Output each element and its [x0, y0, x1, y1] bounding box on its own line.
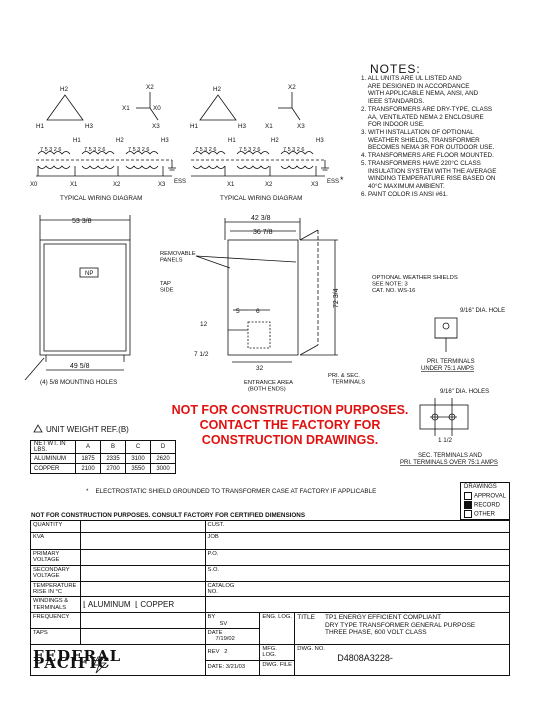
field-primary-value[interactable] — [80, 550, 205, 566]
field-primary-label: PRIMARY VOLTAGE — [31, 550, 81, 566]
weight-title: UNIT WEIGHT REF.(B) — [46, 425, 129, 434]
label-x1-coil-right: X1 — [227, 182, 235, 188]
drawings-record[interactable] — [464, 501, 509, 510]
field-taps-label: TAPS — [31, 629, 81, 645]
field-temp-label: TEMPERATURE RISE IN °C — [31, 581, 81, 597]
dim-side-6: 6 — [256, 308, 260, 315]
label-x3-coil: X3 — [158, 182, 166, 188]
label-h1-coil: H1 — [73, 138, 81, 144]
weight-row — [31, 454, 176, 464]
title-value: TP1 ENERGY EFFICIENT COMPLIANT DRY TYPE TRANSFORMER GENERAL PURPOSE THREE PHASE, 600 VOLT CLASS — [324, 614, 476, 637]
rev-label: REV — [207, 649, 220, 656]
sec-terminals-label: SEC. TERMINALS AND — [418, 453, 482, 459]
asterisk-right: * — [340, 175, 344, 185]
label-h1-left: H1 — [36, 123, 45, 130]
field-windings-blank — [205, 597, 509, 613]
label-x0-coil: X0 — [30, 182, 38, 188]
weight-header-cell: A — [76, 441, 101, 454]
dim-side-width-inner: 36 7/8 — [253, 229, 273, 236]
label-x3-coil-right: X3 — [311, 182, 319, 188]
field-title — [295, 613, 510, 645]
field-so[interactable]: S.O. — [205, 565, 509, 581]
field-catalog[interactable]: CATALOG NO. — [205, 581, 509, 597]
label-h2-right: H2 — [213, 86, 222, 93]
date-label: DATE — [207, 630, 223, 637]
label-x2-left: X2 — [146, 84, 154, 91]
weight-header-cell: D — [151, 441, 176, 454]
tap-numbers-6: 7 5 3 2 6 — [283, 147, 305, 153]
label-x1-coil: X1 — [70, 182, 78, 188]
label-h1-coil-right: H1 — [228, 138, 236, 144]
weight-header-cell: C — [126, 441, 151, 454]
field-frequency-label: FREQUENCY — [31, 613, 81, 629]
field-dwg-file[interactable]: DWG. FILE — [260, 660, 295, 675]
drawings-title: DRAWINGS — [464, 484, 497, 490]
dim-side-5: 5 — [236, 308, 240, 315]
weight-cell: COPPER — [31, 464, 76, 474]
weather-shields-label: OPTIONAL WEATHER SHIELDS SEE NOTE: 3 CAT. NO. WS-16 — [372, 275, 458, 294]
checkbox-other[interactable] — [464, 510, 472, 518]
weight-cell: 2620 — [151, 454, 176, 464]
weight-cell: 3550 — [126, 464, 151, 474]
dim-side-7: 7 1/2 — [194, 351, 209, 358]
dim-front-width: 53 3/8 — [72, 218, 92, 225]
dim-side-12: 12 — [200, 321, 208, 328]
weight-header-row — [31, 441, 176, 454]
label-x1-left: X1 — [122, 105, 130, 112]
under-amps-label: UNDER 75:1 AMPS — [421, 366, 475, 372]
dim-side-32: 32 — [256, 365, 264, 372]
entrance-area-label: ENTRANCE AREA (BOTH ENDS) — [244, 380, 293, 393]
hole-label-1: 9/16" DIA. HOLE — [460, 308, 506, 314]
delta-symbol-right — [200, 95, 236, 120]
tap-numbers-2: 7 5 3 2 6 — [84, 147, 106, 153]
removable-panels-label: REMOVABLE PANELS — [160, 251, 196, 264]
field-date[interactable] — [205, 629, 260, 645]
field-eng-log[interactable]: ENG. LOG. — [260, 613, 295, 645]
shield-note: * ELECTROSTATIC SHIELD GROUNDED TO TRANSFORMER CASE AT FACTORY IF APPLICABLE — [86, 488, 377, 495]
label-ess-left: ESS — [174, 179, 187, 185]
coils-right — [191, 152, 329, 177]
weight-cell: 2700 — [101, 464, 126, 474]
front-view — [25, 215, 130, 380]
field-windings-label: WINDINGS & TERMINALS — [31, 597, 81, 613]
field-quantity-label: QUANTITY — [31, 521, 81, 533]
field-taps-value[interactable] — [80, 629, 205, 645]
rev-value: 2 — [224, 649, 228, 656]
option-aluminum[interactable]: ALUMINUM — [87, 599, 131, 609]
warning-line-2: CONTACT THE FACTORY FOR — [199, 418, 381, 432]
drawings-other[interactable] — [464, 510, 509, 519]
weight-table — [30, 440, 176, 474]
label-x2-right: X2 — [288, 84, 296, 91]
field-windings-options[interactable]: ⌊ ALUMINUM ⌊ COPPER — [80, 597, 205, 613]
note-3: 3. WITH INSTALLATION OF OPTIONAL WEATHER SHIELDS, TRANSFORMER BECOMES NEMA 3R FOR OUTDOOR USE. — [361, 129, 495, 152]
weight-cell: 2100 — [76, 464, 101, 474]
dim-front-depth: 49 5/8 — [70, 363, 90, 370]
by-value: SV — [219, 620, 228, 627]
label-ess-right: ESS — [327, 179, 340, 185]
form-header: NOT FOR CONSTRUCTION PURPOSES. CONSULT FACTORY FOR CERTIFIED DIMENSIONS — [31, 512, 306, 519]
label-h2-coil-right: H2 — [271, 138, 279, 144]
field-secondary-label: SECONDARY VOLTAGE — [31, 565, 81, 581]
weight-cell: 3000 — [151, 464, 176, 474]
label-h3-coil: H3 — [161, 138, 169, 144]
weight-header-cell: B — [101, 441, 126, 454]
label-x3-right: X3 — [297, 123, 305, 130]
caption-wiring-left: TYPICAL WIRING DIAGRAM — [60, 195, 143, 202]
label-h1-right: H1 — [190, 123, 199, 130]
caption-wiring-right: TYPICAL WIRING DIAGRAM — [220, 195, 303, 202]
field-kva-label: KVA — [31, 533, 81, 550]
warning-line-3: CONSTRUCTION DRAWINGS. — [201, 433, 379, 447]
side-view — [196, 218, 338, 362]
nameplate-label: NP — [85, 271, 94, 277]
tap-side-label: TAP SIDE — [160, 281, 174, 294]
tap-numbers-4: 7 5 3 2 6 — [195, 147, 217, 153]
note-2: 2. TRANSFORMERS ARE DRY-TYPE, CLASS AA, VENTILATED NEMA 2 ENCLOSURE FOR INDOOR USE. — [361, 106, 493, 129]
field-frequency-value[interactable] — [80, 613, 205, 629]
mounting-holes-label: (4) 5/8 MOUNTING HOLES — [40, 379, 118, 386]
note-1: 1. ALL UNITS ARE UL LISTED AND ARE DESIGNED IN ACCORDANCE WITH APPLICABLE NEMA, ANSI, AND IEEE STANDARDS. — [361, 75, 479, 105]
field-quantity-value[interactable] — [80, 521, 205, 533]
label-h3-right: H3 — [238, 123, 247, 130]
field-by[interactable] — [205, 613, 260, 629]
coils-left — [36, 152, 176, 177]
label-h2-coil: H2 — [116, 138, 124, 144]
dwg-value: D4808A3228- — [337, 653, 393, 664]
note-6: 6. PAINT COLOR IS ANSI #61. — [361, 191, 448, 198]
label-x2-coil-right: X2 — [265, 182, 273, 188]
label-h3-coil-right: H3 — [316, 138, 324, 144]
notes-title: NOTES: — [370, 62, 421, 76]
weight-header-cell: NET WT. IN LBS. — [31, 441, 76, 454]
tap-numbers-3: 7 5 3 2 6 — [128, 147, 150, 153]
label-x3-left: X3 — [152, 123, 160, 130]
field-temp-value[interactable] — [80, 581, 205, 597]
weight-cell: 2335 — [101, 454, 126, 464]
field-job[interactable]: JOB — [205, 533, 509, 550]
revision-triangle-icon — [34, 425, 42, 432]
dwg-label: DWG. NO. — [297, 645, 325, 652]
dim-side-height: 72 3/4 — [333, 288, 340, 308]
label-h3-left: H3 — [85, 123, 94, 130]
label-x0-left: X0 — [153, 105, 161, 112]
field-rev[interactable] — [205, 644, 260, 660]
date-value: 7/19/02 — [215, 636, 235, 643]
option-copper[interactable]: COPPER — [140, 599, 175, 609]
tap-numbers-5: 7 5 3 2 6 — [239, 147, 261, 153]
label-x1-right: X1 — [265, 123, 273, 130]
note-4: 4. TRANSFORMERS ARE FLOOR MOUNTED. — [361, 152, 494, 159]
drawings-approval[interactable] — [464, 492, 509, 501]
field-dwg-no — [295, 644, 510, 675]
field-cust[interactable]: CUST. — [205, 521, 509, 533]
field-secondary-value[interactable] — [80, 565, 205, 581]
weight-row — [31, 464, 176, 474]
delta-symbol-left — [47, 95, 83, 120]
tap-numbers-1: 7 5 3 2 6 — [40, 147, 62, 153]
field-mfg-log[interactable]: MFG. LOG. — [260, 644, 295, 660]
checkbox-record[interactable] — [464, 501, 472, 509]
checkbox-approval[interactable] — [464, 492, 472, 500]
approval-label: APPROVAL — [474, 493, 506, 500]
terminals-label: PRI. & SEC. TERMINALS — [328, 373, 366, 386]
other-label: OTHER — [474, 511, 495, 518]
drawings-box — [460, 482, 510, 520]
spec-form — [30, 520, 510, 676]
title-label: TITLE — [297, 614, 315, 622]
pri-over-amps-label: PRI. TERMINALS OVER 75:1 AMPS — [400, 460, 498, 466]
field-po[interactable]: P.O. — [205, 550, 509, 566]
field-kva-value[interactable] — [80, 533, 205, 550]
record-label: RECORD — [474, 502, 501, 509]
weight-cell: 3100 — [126, 454, 151, 464]
field-date2: DATE: 3/21/03 — [205, 660, 260, 675]
warning-line-1: NOT FOR CONSTRUCTION PURPOSES. — [171, 403, 409, 417]
weight-cell: 1875 — [76, 454, 101, 464]
dim-terminal: 1 1/2 — [438, 437, 453, 444]
hole-label-2: 9/16" DIA. HOLES — [440, 389, 490, 395]
note-5: 5. TRANSFORMERS HAVE 220°C CLASS INSULATION SYSTEM WITH THE AVERAGE WINDING TEMPERATURE RISE BASED ON 40°C MAXIMUM AMBIENT. — [361, 160, 497, 190]
federal-pacific-logo: FEDERAL PACIFIC — [31, 644, 206, 675]
weight-cell: ALUMINUM — [31, 454, 76, 464]
wye-symbol-right — [278, 92, 300, 120]
label-h2-left: H2 — [60, 86, 69, 93]
label-x2-coil: X2 — [113, 182, 121, 188]
dim-side-width-outer: 42 3/8 — [251, 215, 271, 222]
by-label: BY — [207, 614, 216, 621]
pri-terminals-label: PRI. TERMINALS — [427, 359, 475, 365]
